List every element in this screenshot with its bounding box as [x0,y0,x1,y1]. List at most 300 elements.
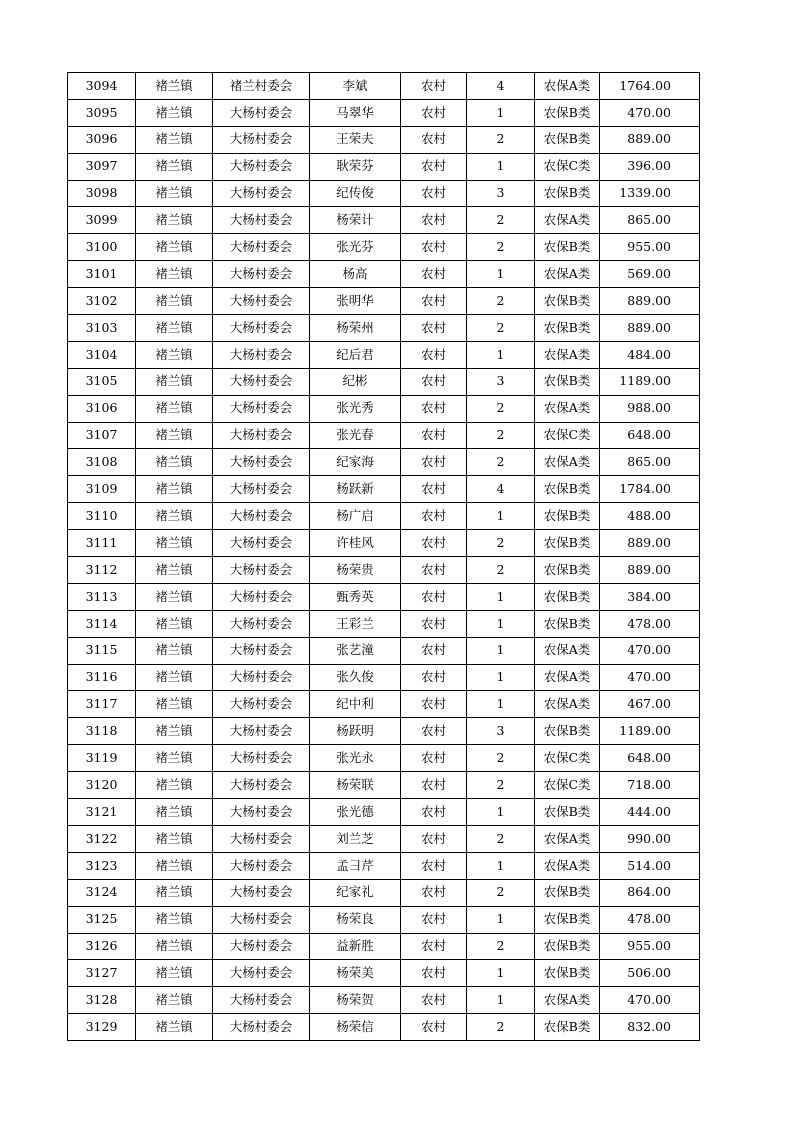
area-type-cell: 农村 [401,825,467,852]
insurance-category-cell: 农保C类 [535,772,600,799]
table-row [68,315,700,342]
serial-number-cell: 3114 [68,610,136,637]
table-row [68,691,700,718]
household-size-cell: 3 [467,180,535,207]
table-row [68,73,700,100]
person-name-cell: 益新胜 [310,933,401,960]
amount-cell: 988.00 [600,395,700,422]
serial-number-cell: 3107 [68,422,136,449]
person-name-cell: 杨荣计 [310,207,401,234]
area-type-cell: 农村 [401,476,467,503]
village-committee-cell: 大杨村委会 [213,852,310,879]
village-committee-cell: 大杨村委会 [213,691,310,718]
amount-cell: 478.00 [600,906,700,933]
area-type-cell: 农村 [401,503,467,530]
serial-number-cell: 3122 [68,825,136,852]
area-type-cell: 农村 [401,73,467,100]
area-type-cell: 农村 [401,691,467,718]
amount-cell: 648.00 [600,422,700,449]
household-size-cell: 2 [467,422,535,449]
table-row [68,395,700,422]
serial-number-cell: 3125 [68,906,136,933]
serial-number-cell: 3113 [68,583,136,610]
amount-cell: 384.00 [600,583,700,610]
amount-cell: 955.00 [600,933,700,960]
insurance-category-cell: 农保B类 [535,234,600,261]
village-committee-cell: 大杨村委会 [213,315,310,342]
amount-cell: 467.00 [600,691,700,718]
township-cell: 褚兰镇 [136,583,213,610]
amount-cell: 478.00 [600,610,700,637]
person-name-cell: 张光秀 [310,395,401,422]
serial-number-cell: 3121 [68,799,136,826]
serial-number-cell: 3111 [68,530,136,557]
area-type-cell: 农村 [401,745,467,772]
table-body [68,73,700,1041]
serial-number-cell: 3104 [68,341,136,368]
township-cell: 褚兰镇 [136,879,213,906]
amount-cell: 1764.00 [600,73,700,100]
amount-cell: 470.00 [600,99,700,126]
amount-cell: 865.00 [600,207,700,234]
person-name-cell: 李斌 [310,73,401,100]
serial-number-cell: 3126 [68,933,136,960]
document-page [67,72,700,1041]
household-size-cell: 1 [467,610,535,637]
person-name-cell: 杨高 [310,261,401,288]
person-name-cell: 杨荣良 [310,906,401,933]
person-name-cell: 张光春 [310,422,401,449]
area-type-cell: 农村 [401,664,467,691]
serial-number-cell: 3095 [68,99,136,126]
village-committee-cell: 大杨村委会 [213,825,310,852]
village-committee-cell: 大杨村委会 [213,341,310,368]
person-name-cell: 纪彬 [310,368,401,395]
township-cell: 褚兰镇 [136,395,213,422]
township-cell: 褚兰镇 [136,368,213,395]
insurance-category-cell: 农保A类 [535,664,600,691]
household-size-cell: 1 [467,153,535,180]
area-type-cell: 农村 [401,530,467,557]
insurance-category-cell: 农保B类 [535,126,600,153]
household-size-cell: 2 [467,395,535,422]
area-type-cell: 农村 [401,906,467,933]
township-cell: 褚兰镇 [136,315,213,342]
village-committee-cell: 大杨村委会 [213,718,310,745]
table-row [68,718,700,745]
person-name-cell: 杨跃新 [310,476,401,503]
insurance-category-cell: 农保B类 [535,503,600,530]
table-row [68,987,700,1014]
person-name-cell: 张光芬 [310,234,401,261]
table-row [68,503,700,530]
person-name-cell: 杨跃明 [310,718,401,745]
table-row [68,664,700,691]
area-type-cell: 农村 [401,960,467,987]
benefit-table [67,72,700,1041]
township-cell: 褚兰镇 [136,153,213,180]
serial-number-cell: 3115 [68,637,136,664]
household-size-cell: 1 [467,664,535,691]
serial-number-cell: 3129 [68,1014,136,1041]
serial-number-cell: 3101 [68,261,136,288]
township-cell: 褚兰镇 [136,637,213,664]
household-size-cell: 1 [467,341,535,368]
table-row [68,960,700,987]
amount-cell: 1339.00 [600,180,700,207]
serial-number-cell: 3108 [68,449,136,476]
serial-number-cell: 3105 [68,368,136,395]
village-committee-cell: 大杨村委会 [213,906,310,933]
township-cell: 褚兰镇 [136,476,213,503]
village-committee-cell: 大杨村委会 [213,476,310,503]
household-size-cell: 2 [467,530,535,557]
amount-cell: 889.00 [600,315,700,342]
area-type-cell: 农村 [401,207,467,234]
area-type-cell: 农村 [401,234,467,261]
area-type-cell: 农村 [401,637,467,664]
person-name-cell: 纪后君 [310,341,401,368]
person-name-cell: 杨荣联 [310,772,401,799]
household-size-cell: 1 [467,960,535,987]
village-committee-cell: 大杨村委会 [213,126,310,153]
household-size-cell: 2 [467,207,535,234]
household-size-cell: 2 [467,825,535,852]
person-name-cell: 张光永 [310,745,401,772]
village-committee-cell: 大杨村委会 [213,799,310,826]
table-row [68,933,700,960]
table-row [68,288,700,315]
insurance-category-cell: 农保A类 [535,637,600,664]
township-cell: 褚兰镇 [136,772,213,799]
area-type-cell: 农村 [401,126,467,153]
table-row [68,637,700,664]
village-committee-cell: 大杨村委会 [213,637,310,664]
amount-cell: 396.00 [600,153,700,180]
area-type-cell: 农村 [401,799,467,826]
person-name-cell: 张久俊 [310,664,401,691]
household-size-cell: 2 [467,1014,535,1041]
table-row [68,207,700,234]
serial-number-cell: 3123 [68,852,136,879]
township-cell: 褚兰镇 [136,610,213,637]
table-row [68,99,700,126]
area-type-cell: 农村 [401,1014,467,1041]
township-cell: 褚兰镇 [136,180,213,207]
area-type-cell: 农村 [401,315,467,342]
serial-number-cell: 3127 [68,960,136,987]
amount-cell: 718.00 [600,772,700,799]
insurance-category-cell: 农保B类 [535,530,600,557]
person-name-cell: 杨广启 [310,503,401,530]
table-row [68,772,700,799]
insurance-category-cell: 农保B类 [535,180,600,207]
serial-number-cell: 3100 [68,234,136,261]
serial-number-cell: 3116 [68,664,136,691]
serial-number-cell: 3094 [68,73,136,100]
township-cell: 褚兰镇 [136,745,213,772]
township-cell: 褚兰镇 [136,422,213,449]
insurance-category-cell: 农保B类 [535,476,600,503]
area-type-cell: 农村 [401,610,467,637]
insurance-category-cell: 农保A类 [535,987,600,1014]
person-name-cell: 纪家海 [310,449,401,476]
area-type-cell: 农村 [401,557,467,584]
village-committee-cell: 大杨村委会 [213,261,310,288]
person-name-cell: 孟彐芹 [310,852,401,879]
person-name-cell: 纪中利 [310,691,401,718]
area-type-cell: 农村 [401,368,467,395]
amount-cell: 1784.00 [600,476,700,503]
insurance-category-cell: 农保B类 [535,933,600,960]
serial-number-cell: 3120 [68,772,136,799]
area-type-cell: 农村 [401,852,467,879]
household-size-cell: 1 [467,261,535,288]
household-size-cell: 1 [467,99,535,126]
township-cell: 褚兰镇 [136,691,213,718]
village-committee-cell: 大杨村委会 [213,879,310,906]
insurance-category-cell: 农保A类 [535,73,600,100]
insurance-category-cell: 农保A类 [535,341,600,368]
insurance-category-cell: 农保A类 [535,449,600,476]
amount-cell: 470.00 [600,637,700,664]
insurance-category-cell: 农保B类 [535,557,600,584]
insurance-category-cell: 农保B类 [535,315,600,342]
serial-number-cell: 3118 [68,718,136,745]
amount-cell: 488.00 [600,503,700,530]
household-size-cell: 2 [467,449,535,476]
township-cell: 褚兰镇 [136,207,213,234]
serial-number-cell: 3119 [68,745,136,772]
township-cell: 褚兰镇 [136,503,213,530]
insurance-category-cell: 农保A类 [535,691,600,718]
household-size-cell: 4 [467,73,535,100]
township-cell: 褚兰镇 [136,449,213,476]
table-row [68,180,700,207]
person-name-cell: 杨荣美 [310,960,401,987]
household-size-cell: 4 [467,476,535,503]
table-row [68,449,700,476]
township-cell: 褚兰镇 [136,234,213,261]
household-size-cell: 1 [467,503,535,530]
village-committee-cell: 大杨村委会 [213,933,310,960]
area-type-cell: 农村 [401,449,467,476]
person-name-cell: 张艺潼 [310,637,401,664]
household-size-cell: 2 [467,557,535,584]
area-type-cell: 农村 [401,341,467,368]
area-type-cell: 农村 [401,933,467,960]
township-cell: 褚兰镇 [136,341,213,368]
insurance-category-cell: 农保B类 [535,718,600,745]
insurance-category-cell: 农保C类 [535,422,600,449]
area-type-cell: 农村 [401,583,467,610]
area-type-cell: 农村 [401,422,467,449]
village-committee-cell: 大杨村委会 [213,772,310,799]
insurance-category-cell: 农保B类 [535,960,600,987]
insurance-category-cell: 农保B类 [535,879,600,906]
village-committee-cell: 大杨村委会 [213,422,310,449]
table-row [68,422,700,449]
household-size-cell: 2 [467,879,535,906]
household-size-cell: 1 [467,583,535,610]
township-cell: 褚兰镇 [136,852,213,879]
household-size-cell: 3 [467,368,535,395]
township-cell: 褚兰镇 [136,718,213,745]
township-cell: 褚兰镇 [136,99,213,126]
insurance-category-cell: 农保B类 [535,288,600,315]
person-name-cell: 纪传俊 [310,180,401,207]
person-name-cell: 杨荣贵 [310,557,401,584]
table-row [68,153,700,180]
township-cell: 褚兰镇 [136,261,213,288]
person-name-cell: 甄秀英 [310,583,401,610]
serial-number-cell: 3109 [68,476,136,503]
household-size-cell: 2 [467,234,535,261]
village-committee-cell: 大杨村委会 [213,153,310,180]
village-committee-cell: 大杨村委会 [213,99,310,126]
table-row [68,557,700,584]
household-size-cell: 1 [467,691,535,718]
household-size-cell: 2 [467,315,535,342]
amount-cell: 444.00 [600,799,700,826]
village-committee-cell: 大杨村委会 [213,1014,310,1041]
table-row [68,341,700,368]
amount-cell: 569.00 [600,261,700,288]
insurance-category-cell: 农保B类 [535,583,600,610]
table-row [68,852,700,879]
person-name-cell: 耿荣芬 [310,153,401,180]
insurance-category-cell: 农保A类 [535,395,600,422]
township-cell: 褚兰镇 [136,73,213,100]
household-size-cell: 1 [467,987,535,1014]
amount-cell: 889.00 [600,557,700,584]
township-cell: 褚兰镇 [136,664,213,691]
household-size-cell: 2 [467,126,535,153]
insurance-category-cell: 农保B类 [535,368,600,395]
amount-cell: 470.00 [600,987,700,1014]
village-committee-cell: 大杨村委会 [213,664,310,691]
amount-cell: 484.00 [600,341,700,368]
household-size-cell: 2 [467,745,535,772]
village-committee-cell: 大杨村委会 [213,234,310,261]
township-cell: 褚兰镇 [136,799,213,826]
insurance-category-cell: 农保A类 [535,852,600,879]
person-name-cell: 杨荣信 [310,1014,401,1041]
table-row [68,799,700,826]
serial-number-cell: 3117 [68,691,136,718]
area-type-cell: 农村 [401,987,467,1014]
person-name-cell: 王彩兰 [310,610,401,637]
table-row [68,745,700,772]
table-row [68,825,700,852]
household-size-cell: 1 [467,637,535,664]
township-cell: 褚兰镇 [136,288,213,315]
table-row [68,476,700,503]
person-name-cell: 刘兰芝 [310,825,401,852]
insurance-category-cell: 农保C类 [535,153,600,180]
household-size-cell: 2 [467,933,535,960]
household-size-cell: 1 [467,799,535,826]
serial-number-cell: 3103 [68,315,136,342]
insurance-category-cell: 农保B类 [535,799,600,826]
amount-cell: 514.00 [600,852,700,879]
serial-number-cell: 3128 [68,987,136,1014]
table-row [68,1014,700,1041]
insurance-category-cell: 农保A类 [535,207,600,234]
village-committee-cell: 大杨村委会 [213,610,310,637]
serial-number-cell: 3112 [68,557,136,584]
village-committee-cell: 大杨村委会 [213,960,310,987]
area-type-cell: 农村 [401,879,467,906]
household-size-cell: 3 [467,718,535,745]
village-committee-cell: 褚兰村委会 [213,73,310,100]
serial-number-cell: 3106 [68,395,136,422]
township-cell: 褚兰镇 [136,1014,213,1041]
area-type-cell: 农村 [401,395,467,422]
village-committee-cell: 大杨村委会 [213,583,310,610]
table-row [68,126,700,153]
township-cell: 褚兰镇 [136,557,213,584]
serial-number-cell: 3097 [68,153,136,180]
township-cell: 褚兰镇 [136,530,213,557]
township-cell: 褚兰镇 [136,906,213,933]
amount-cell: 889.00 [600,530,700,557]
amount-cell: 955.00 [600,234,700,261]
serial-number-cell: 3110 [68,503,136,530]
amount-cell: 990.00 [600,825,700,852]
person-name-cell: 张光德 [310,799,401,826]
insurance-category-cell: 农保B类 [535,610,600,637]
household-size-cell: 2 [467,772,535,799]
amount-cell: 1189.00 [600,368,700,395]
township-cell: 褚兰镇 [136,933,213,960]
household-size-cell: 1 [467,906,535,933]
person-name-cell: 马翠华 [310,99,401,126]
table-row [68,879,700,906]
table-row [68,234,700,261]
village-committee-cell: 大杨村委会 [213,288,310,315]
area-type-cell: 农村 [401,180,467,207]
amount-cell: 506.00 [600,960,700,987]
area-type-cell: 农村 [401,99,467,126]
serial-number-cell: 3124 [68,879,136,906]
amount-cell: 648.00 [600,745,700,772]
table-row [68,583,700,610]
insurance-category-cell: 农保A类 [535,825,600,852]
insurance-category-cell: 农保A类 [535,261,600,288]
village-committee-cell: 大杨村委会 [213,530,310,557]
person-name-cell: 王荣夫 [310,126,401,153]
insurance-category-cell: 农保C类 [535,745,600,772]
amount-cell: 470.00 [600,664,700,691]
person-name-cell: 张明华 [310,288,401,315]
township-cell: 褚兰镇 [136,960,213,987]
township-cell: 褚兰镇 [136,126,213,153]
person-name-cell: 杨荣州 [310,315,401,342]
table-row [68,610,700,637]
household-size-cell: 1 [467,852,535,879]
person-name-cell: 许桂风 [310,530,401,557]
amount-cell: 864.00 [600,879,700,906]
amount-cell: 889.00 [600,126,700,153]
table-row [68,368,700,395]
person-name-cell: 杨荣贺 [310,987,401,1014]
insurance-category-cell: 农保B类 [535,99,600,126]
person-name-cell: 纪家礼 [310,879,401,906]
area-type-cell: 农村 [401,718,467,745]
village-committee-cell: 大杨村委会 [213,503,310,530]
table-row [68,906,700,933]
